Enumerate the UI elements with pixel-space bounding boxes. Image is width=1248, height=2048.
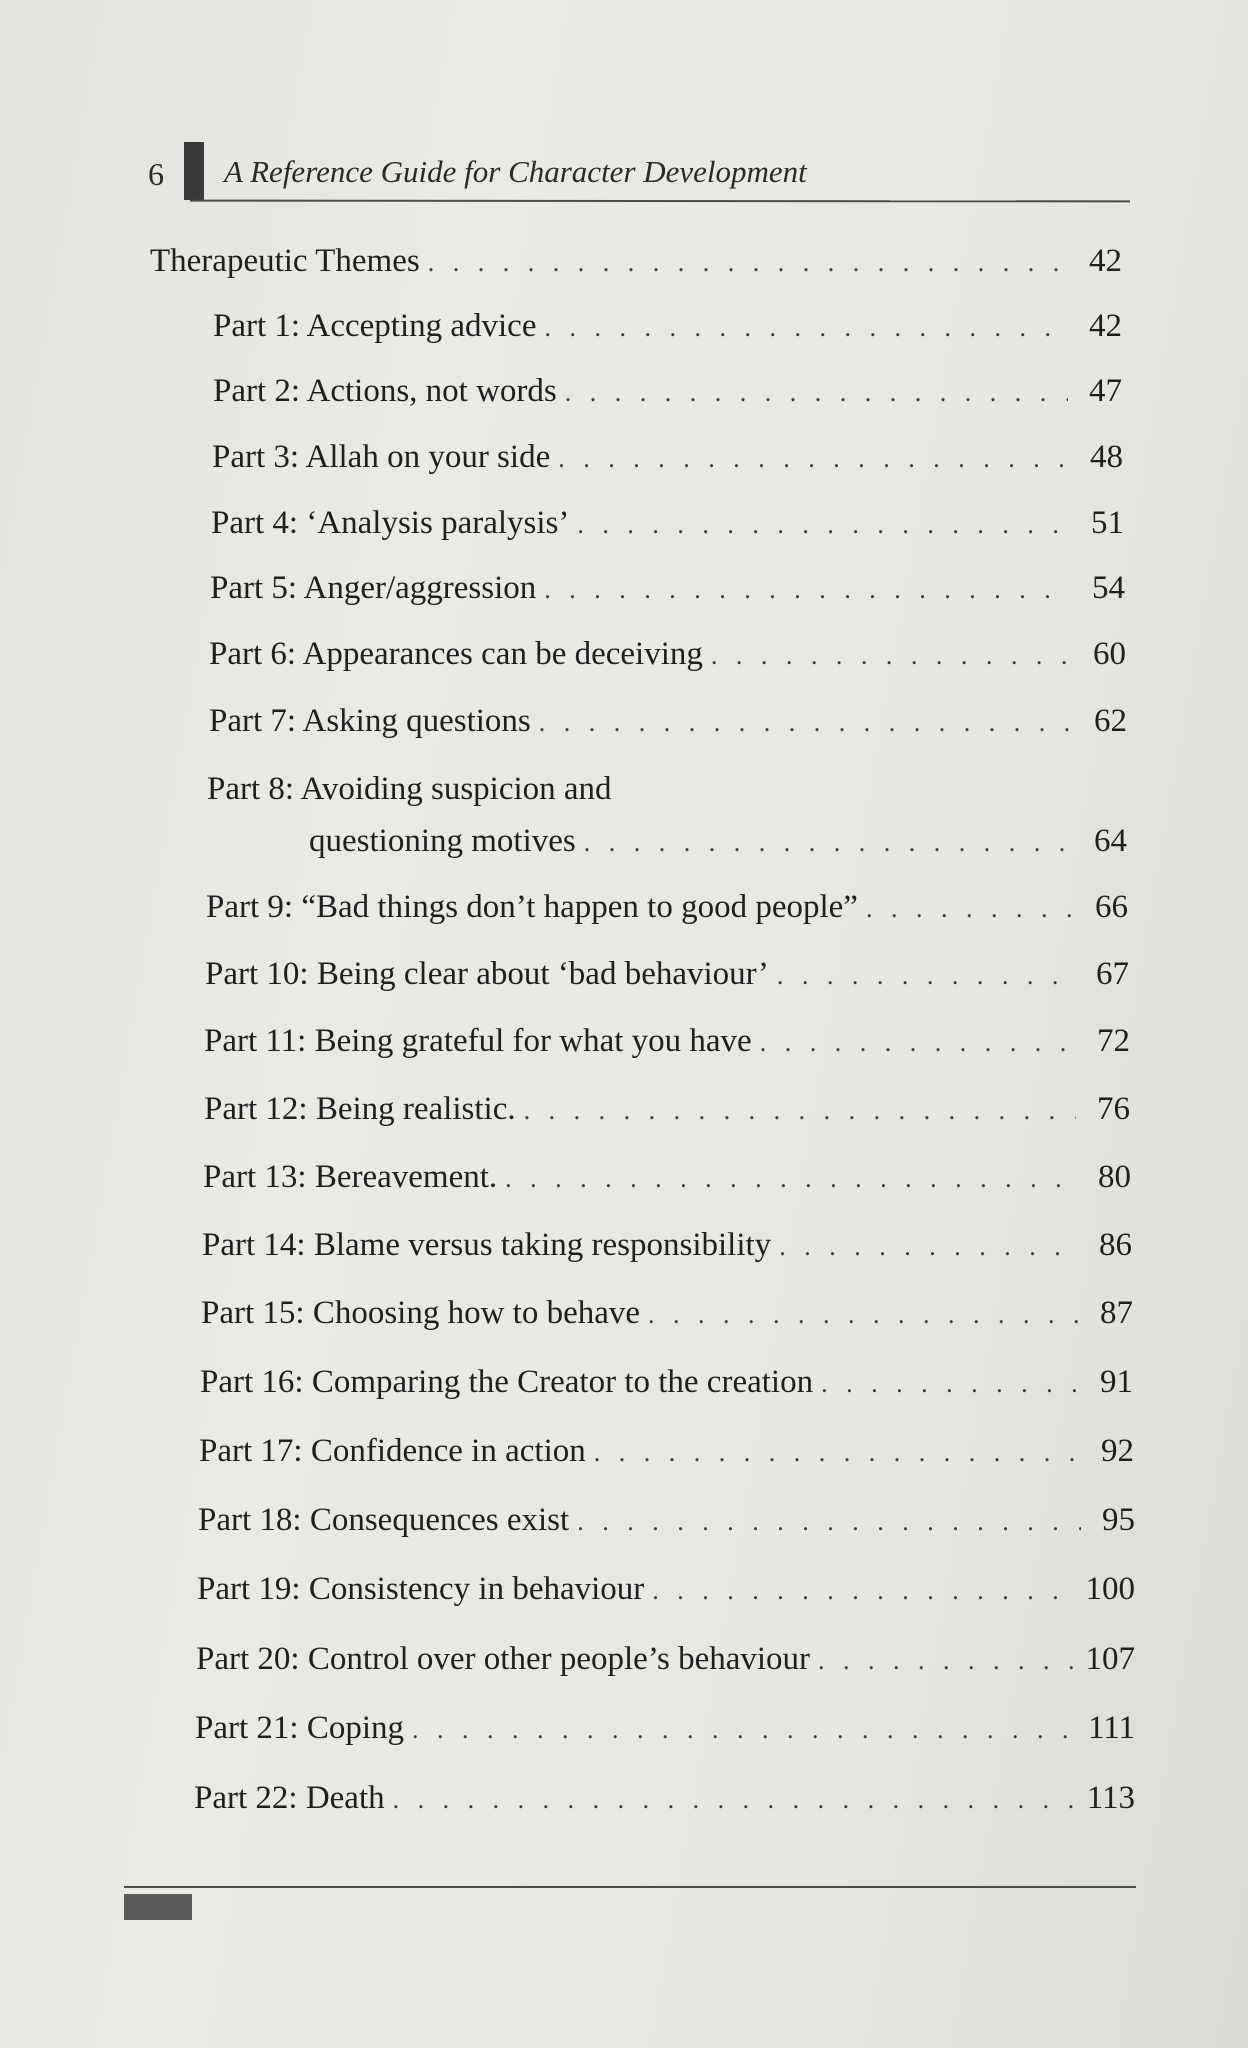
toc-leader-dots: [648, 1294, 1079, 1336]
toc-leader-dots: [577, 504, 1070, 546]
toc-label: Part 6: Appearances can be deceiving: [209, 636, 703, 672]
toc-page-number: 95: [1102, 1502, 1135, 1538]
toc-entry: [213, 305, 1122, 347]
toc-entry: [213, 370, 1122, 412]
toc-entry: [210, 567, 1125, 609]
toc-leader-dots: [505, 1158, 1077, 1200]
toc-label: Part 14: Blame versus taking responsibility: [202, 1227, 772, 1263]
toc-label: Part 13: Bereavement.: [203, 1159, 498, 1195]
toc-page-number: 67: [1096, 956, 1129, 992]
toc-leader-dots: [524, 1090, 1076, 1132]
toc-page-number: 54: [1092, 570, 1125, 606]
toc-page-number: 107: [1085, 1641, 1135, 1677]
toc-page-number: 66: [1095, 889, 1128, 925]
toc-entry: [309, 820, 1127, 862]
toc-leader-dots: [821, 1363, 1079, 1405]
toc-label: Part 17: Confidence in action: [199, 1433, 586, 1469]
toc-label: Part 3: Allah on your side: [212, 439, 551, 475]
toc-leader-dots: [779, 1226, 1078, 1268]
toc-page-number: 92: [1101, 1433, 1134, 1469]
running-title: A Reference Guide for Character Development: [224, 154, 807, 189]
toc-label: Part 22: Death: [194, 1780, 385, 1816]
toc-leader-dots: [544, 307, 1068, 349]
toc-label: Part 4: ‘Analysis paralysis’: [211, 505, 570, 541]
toc-page-number: 80: [1098, 1159, 1131, 1195]
toc-page-number: 48: [1090, 439, 1123, 475]
toc-entry: [200, 1361, 1133, 1403]
page-number: 6: [148, 156, 164, 192]
toc-leader-dots: [760, 1022, 1076, 1064]
toc-page-number: 60: [1093, 636, 1126, 672]
toc-entry: [197, 1568, 1135, 1610]
toc-page-number: 86: [1099, 1227, 1132, 1263]
toc-leader-dots: [558, 438, 1069, 480]
toc-label: Part 12: Being realistic.: [204, 1091, 516, 1127]
toc-label: Part 11: Being grateful for what you have: [204, 1023, 752, 1059]
toc-entry: [202, 1224, 1132, 1266]
toc-leader-dots: [818, 1640, 1077, 1682]
toc-entry: [201, 1292, 1133, 1334]
toc-label: Part 10: Being clear about ‘bad behaviour’: [205, 956, 769, 992]
toc-label: Part 7: Asking questions: [209, 703, 531, 739]
toc-page-number: 51: [1091, 505, 1124, 541]
toc-entry: [198, 1499, 1135, 1541]
toc-label: Part 15: Choosing how to behave: [201, 1295, 641, 1331]
toc-page-number: 72: [1097, 1023, 1130, 1059]
toc-leader-dots: [544, 569, 1071, 611]
toc-label: Part 5: Anger/aggression: [210, 570, 537, 606]
toc-entry: [211, 502, 1124, 544]
toc-leader-dots: [539, 702, 1073, 744]
toc-label: Part 9: “Bad things don’t happen to good people”: [206, 889, 858, 925]
toc-page-number: 111: [1087, 1710, 1135, 1746]
toc-leader-dots: [711, 635, 1072, 677]
toc-page-number: 62: [1094, 703, 1127, 739]
toc-leader-dots: [577, 1501, 1081, 1543]
toc-leader-dots: [393, 1779, 1079, 1821]
toc-leader-dots: [428, 242, 1068, 284]
toc-page-number: 42: [1089, 243, 1122, 279]
footer-marker-block: [124, 1894, 192, 1920]
toc-entry: [206, 886, 1128, 928]
toc-label: Therapeutic Themes: [150, 243, 420, 279]
toc-section-entry: [150, 240, 1122, 282]
footer-rule: [124, 1886, 1136, 1888]
toc-label: Part 16: Comparing the Creator to the creation: [200, 1364, 814, 1400]
toc-leader-dots: [565, 372, 1068, 414]
toc-label: Part 2: Actions, not words: [213, 373, 557, 409]
toc-entry: [209, 700, 1127, 742]
toc-label: Part 20: Control over other people’s behaviour: [196, 1641, 811, 1677]
toc-entry: [205, 953, 1129, 995]
toc-entry: [204, 1020, 1130, 1062]
toc-leader-dots: [866, 888, 1074, 930]
toc-entry: [212, 436, 1123, 478]
toc-leader-dots: [652, 1570, 1077, 1612]
toc-entry: [203, 1156, 1131, 1198]
toc-entry: [199, 1430, 1134, 1472]
toc-page-number: 42: [1089, 308, 1122, 344]
toc-leader-dots: [777, 955, 1075, 997]
toc-leader-dots: [584, 822, 1073, 864]
toc-label: Part 19: Consistency in behaviour: [197, 1571, 645, 1607]
toc-label: Part 18: Consequences exist: [198, 1502, 570, 1538]
toc-leader-dots: [594, 1432, 1080, 1474]
toc-page-number: 87: [1100, 1295, 1133, 1331]
toc-entry: [194, 1777, 1135, 1819]
toc-label: Part 21: Coping: [195, 1710, 405, 1746]
toc-page-number: 100: [1085, 1571, 1135, 1607]
toc-entry: [204, 1088, 1130, 1130]
toc-page-number: 47: [1089, 373, 1122, 409]
toc-page-number: 64: [1094, 823, 1127, 859]
toc-page-number: 91: [1100, 1364, 1133, 1400]
toc-entry: [195, 1707, 1135, 1749]
toc-page-number: 76: [1097, 1091, 1130, 1127]
toc-entry: [209, 633, 1126, 675]
toc-leader-dots: [412, 1709, 1080, 1751]
toc-entry: [196, 1638, 1135, 1680]
toc-page-number: 113: [1086, 1780, 1135, 1816]
toc-label-first-line: Part 8: Avoiding suspicion and: [207, 771, 612, 807]
toc-label-continuation: questioning motives: [309, 823, 576, 859]
toc-label: Part 1: Accepting advice: [213, 308, 537, 344]
